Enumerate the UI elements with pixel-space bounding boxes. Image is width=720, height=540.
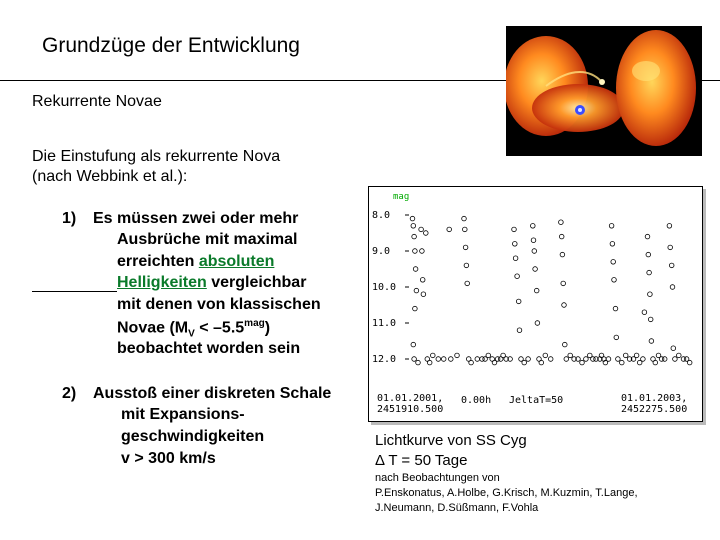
caption-observers-1: P.Enskonatus, A.Holbe, G.Krisch, M.Kuzmin, T.Lange,: [375, 487, 638, 499]
data-point: [671, 346, 676, 351]
data-point: [516, 299, 521, 304]
data-point: [436, 357, 441, 362]
data-point: [620, 360, 625, 365]
data-point: [413, 267, 418, 272]
intro-text: [32, 147, 362, 187]
point-2-number: 2): [62, 385, 77, 402]
x-delta: JeltaT=50: [509, 395, 564, 406]
data-point: [413, 306, 418, 311]
x-time: 0.00h: [461, 395, 492, 406]
data-point: [609, 224, 614, 229]
data-point: [513, 242, 518, 247]
data-point: [613, 306, 618, 311]
slide-title: Grundzüge der Entwicklung: [42, 34, 300, 57]
data-point: [513, 256, 518, 261]
data-point: [623, 353, 628, 358]
x-start-jd: 2451910.500: [377, 404, 444, 415]
data-point: [462, 216, 467, 221]
data-point: [580, 360, 585, 365]
data-point: [421, 292, 426, 297]
magnitude-text: < –5.5: [194, 319, 245, 337]
point-2-line-2: mit Expansions-: [121, 406, 245, 423]
data-point: [420, 249, 425, 254]
data-point: [687, 360, 692, 365]
data-point: [649, 339, 654, 344]
point-1-line-4: [117, 274, 306, 292]
data-point: [419, 227, 424, 232]
intro-line-1: Die Einstufung als rekurrente Nova: [32, 148, 281, 165]
data-point: [441, 357, 446, 362]
data-point: [532, 249, 537, 254]
data-point: [463, 245, 468, 250]
light-curve-chart: [368, 186, 703, 422]
mv-subscript: V: [188, 328, 195, 340]
y-axis-label: mag: [393, 192, 410, 202]
data-point: [642, 310, 647, 315]
x-end-date: 01.01.2003,: [621, 393, 688, 404]
point-1-number: 1): [62, 210, 77, 227]
point-1-line-7: beobachtet worden sein: [117, 340, 301, 357]
data-point: [560, 252, 565, 257]
data-point: [531, 224, 536, 229]
data-point: [424, 231, 429, 236]
data-point: [416, 360, 421, 365]
data-point: [486, 353, 491, 358]
data-point: [411, 342, 416, 347]
data-point: [427, 360, 432, 365]
point-1-line-5: mit denen von klassischen: [117, 296, 321, 313]
data-point: [606, 357, 611, 362]
data-point: [447, 227, 452, 232]
y-tick-label: 12.0: [372, 354, 397, 365]
light-curve-plot: [369, 187, 702, 421]
data-point: [411, 224, 416, 229]
intro-line-2: (nach Webbink et al.):: [32, 168, 188, 185]
data-point: [531, 238, 536, 243]
data-point: [475, 357, 480, 362]
close-paren: ): [264, 319, 271, 337]
data-point: [648, 292, 653, 297]
data-point: [653, 360, 658, 365]
data-point: [465, 281, 470, 286]
link-underline: [32, 291, 117, 292]
data-point: [645, 234, 650, 239]
point-1-line-4-text: vergleichbar: [206, 274, 307, 291]
data-point: [641, 357, 646, 362]
data-point: [535, 321, 540, 326]
point-1-line-3-text: erreichten: [117, 253, 199, 270]
data-point: [673, 357, 678, 362]
point-1-line-6: [117, 318, 270, 340]
data-point: [412, 357, 417, 362]
data-point: [410, 216, 415, 221]
data-point: [614, 335, 619, 340]
data-point: [463, 227, 468, 232]
data-point: [559, 234, 564, 239]
y-tick-label: 11.0: [372, 318, 397, 329]
data-point: [677, 353, 682, 358]
data-point: [539, 360, 544, 365]
point-2-line-4: v > 300 km/s: [121, 450, 216, 467]
data-point: [561, 281, 566, 286]
data-point: [414, 288, 419, 293]
data-point: [611, 260, 616, 265]
data-point: [455, 353, 460, 358]
link-helligkeiten[interactable]: Helligkeiten: [117, 274, 207, 291]
caption-title: Lichtkurve von SS Cyg: [375, 432, 527, 449]
x-start-date: 01.01.2001,: [377, 393, 444, 404]
data-point: [515, 274, 520, 279]
point-2-line-1: Ausstoß einer diskreten Schale: [93, 385, 332, 402]
novae-text: Novae (M: [117, 319, 189, 337]
data-point: [534, 288, 539, 293]
data-point: [668, 245, 673, 250]
data-point: [517, 328, 522, 333]
slide-subtitle: Rekurrente Novae: [32, 93, 162, 110]
data-point: [667, 224, 672, 229]
data-point: [610, 242, 615, 247]
data-point: [584, 357, 589, 362]
data-point: [464, 263, 469, 268]
data-point: [413, 249, 418, 254]
data-point: [533, 267, 538, 272]
data-point: [662, 357, 667, 362]
data-point: [648, 317, 653, 322]
data-point: [469, 360, 474, 365]
data-point: [543, 353, 548, 358]
data-point: [559, 220, 564, 225]
data-point: [634, 353, 639, 358]
data-point: [420, 278, 425, 283]
data-point: [431, 353, 436, 358]
point-1-line-3: [117, 253, 274, 271]
data-point: [647, 270, 652, 275]
data-point: [669, 263, 674, 268]
caption-observers-2: J.Neumann, D.Süßmann, F.Vohla: [375, 502, 539, 514]
data-point: [512, 227, 517, 232]
data-point: [562, 303, 567, 308]
data-point: [568, 353, 573, 358]
point-2-line-3: geschwindigkeiten: [121, 428, 265, 445]
data-point: [526, 357, 531, 362]
data-point: [412, 234, 417, 239]
point-1-line-1: Es müssen zwei oder mehr: [93, 210, 299, 227]
y-tick-label: 8.0: [372, 210, 391, 221]
data-point: [522, 360, 527, 365]
data-point: [563, 342, 568, 347]
caption-delta: Δ T = 50 Tage: [375, 452, 468, 469]
x-end-jd: 2452275.500: [621, 404, 688, 415]
data-point: [564, 357, 569, 362]
caption-observers-intro: nach Beobachtungen von: [375, 472, 500, 484]
link-absoluten[interactable]: absoluten: [198, 253, 275, 270]
data-point: [616, 357, 621, 362]
data-point: [449, 357, 454, 362]
data-point: [670, 285, 675, 290]
point-1-line-2: Ausbrüche mit maximal: [117, 231, 298, 248]
data-point: [612, 278, 617, 283]
data-point: [646, 252, 651, 257]
y-tick-label: 10.0: [372, 282, 397, 293]
nova-illustration: [506, 26, 702, 156]
y-tick-label: 9.0: [372, 246, 391, 257]
mag-superscript: mag: [244, 318, 265, 329]
data-point: [548, 357, 553, 362]
